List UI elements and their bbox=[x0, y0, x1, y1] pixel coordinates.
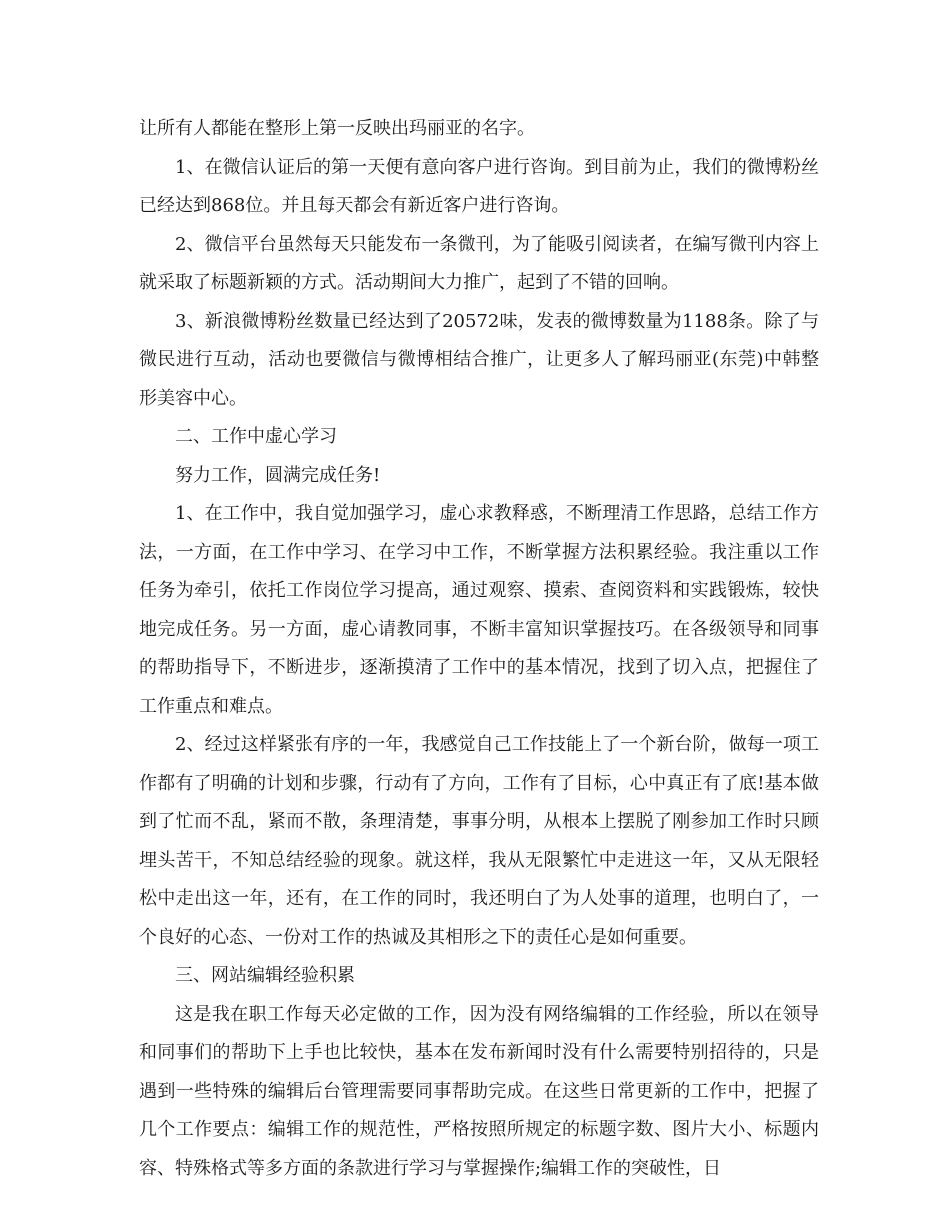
paragraph-learning-1: 1、在工作中，我自觉加强学习，虚心求教释惑，不断理清工作思路，总结工作方法，一方面，在工作中学习、在学习中工作，不断掌握方法积累经验。我注重以工作任务为牵引，依托工作岗位学习提高，通过观察、摸索、查阅资料和实践锻炼，较快地完成任务。另一方面，虚心请教同事，不断丰富知识掌握技巧。在各级领导和同事的帮助指导下，不断进步，逐渐摸清了工作中的基本情况，找到了切入点，把握住了工作重点和难点。 bbox=[139, 503, 819, 717]
paragraph-sina-weibo: 3、新浪微博粉丝数量已经达到了20572味，发表的微博数量为1188条。除了与微民进行互动，活动也要微信与微博相结合推广，让更多人了解玛丽亚(东莞)中韩整形美容中心。 bbox=[139, 310, 819, 409]
paragraph-wechat-consult: 1、在微信认证后的第一天便有意向客户进行咨询。到目前为止，我们的微博粉丝已经达到868位。并且每天都会有新近客户进行咨询。 bbox=[139, 156, 819, 216]
paragraph-learning-2: 2、经过这样紧张有序的一年，我感觉自己工作技能上了一个新台阶，做每一项工作都有了明确的计划和步骤，行动有了方向，工作有了目标，心中真正有了底!基本做到了忙而不乱，紧而不散，条理清楚，事事分明，从根本上摆脱了刚参加工作时只顾埋头苦干，不知总结经验的现象。就这样，我从无限繁忙中走进这一年，又从无限轻松中走出这一年，还有，在工作的同时，我还明白了为人处事的道理，也明白了，一个良好的心态、一份对工作的热诚及其相形之下的责任心是如何重要。 bbox=[139, 734, 819, 948]
paragraph-continuation: 让所有人都能在整形上第一反映出玛丽亚的名字。 bbox=[139, 118, 535, 139]
section-heading-learning: 二、工作中虚心学习 bbox=[175, 426, 337, 447]
paragraph-work-hard: 努力工作，圆满完成任务! bbox=[175, 464, 381, 486]
paragraph-editing: 这是我在职工作每天必定做的工作，因为没有网络编辑的工作经验，所以在领导和同事们的帮助下上手也比较快，基本在发布新闻时没有什么需要特别招待的，只是遇到一些特殊的编辑后台管理需要同事帮助完成。在这些日常更新的工作中，把握了几个工作要点：编辑工作的规范性，严格按照所规定的标题字数、图片大小、标题内容、特殊格式等多方面的条款进行学习与掌握操作;编辑工作的突破性，日 bbox=[139, 1003, 819, 1179]
section-heading-editing: 三、网站编辑经验积累 bbox=[175, 965, 355, 986]
paragraph-wechat-platform: 2、微信平台虽然每天只能发布一条微刊，为了能吸引阅读者，在编写微刊内容上就采取了标题新颖的方式。活动期间大力推广，起到了不错的回响。 bbox=[139, 233, 819, 293]
document-body bbox=[139, 110, 819, 1188]
